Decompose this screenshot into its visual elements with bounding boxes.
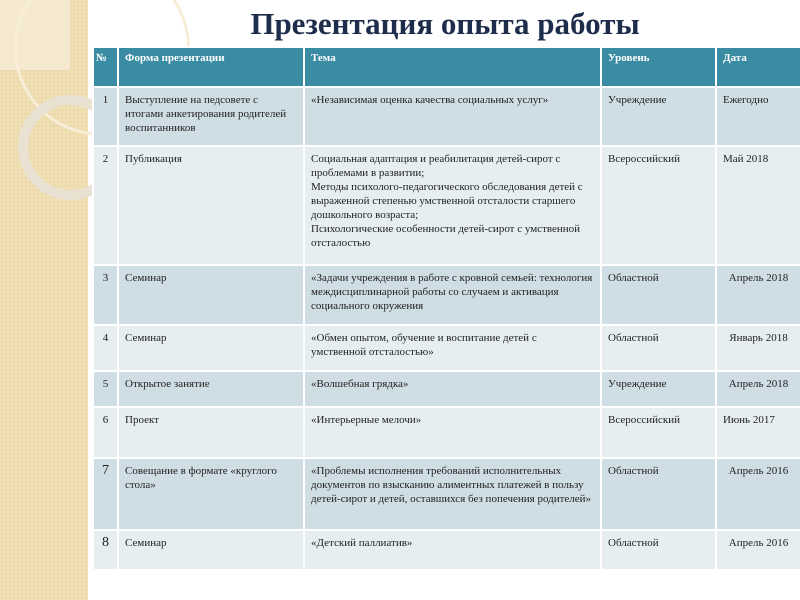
cell-level: Учреждение	[601, 371, 716, 407]
experience-table	[92, 46, 800, 571]
cell-form: Проект	[118, 407, 304, 458]
cell-topic: «Волшебная грядка»	[304, 371, 601, 407]
cell-form: Совещание в формате «круглого стола»	[118, 458, 304, 530]
cell-num: 8	[93, 530, 118, 570]
header-topic: Тема	[304, 47, 601, 87]
cell-num: 6	[93, 407, 118, 458]
cell-num: 2	[93, 146, 118, 265]
cell-level: Областной	[601, 265, 716, 325]
cell-num: 3	[93, 265, 118, 325]
cell-form: Семинар	[118, 325, 304, 371]
cell-num: 5	[93, 371, 118, 407]
cell-num: 4	[93, 325, 118, 371]
cell-topic: «Детский паллиатив»	[304, 530, 601, 570]
cell-date: Апрель 2016	[716, 458, 800, 530]
cell-date: Апрель 2018	[716, 265, 800, 325]
cell-topic: «Проблемы исполнения требований исполнительных документов по взысканию алиментных платежей в пользу детей-сирот и детей, оставшихся без попечения родителей»	[304, 458, 601, 530]
decorative-sidebar	[0, 0, 88, 600]
cell-topic: Социальная адаптация и реабилитация детей-сирот с проблемами в развитии; Методы психолого-педагогического обследования детей с выраженной степенью умственной отсталости старшего дошкольного возраста; Психологические особенности детей-сирот с умственной отсталостью	[304, 146, 601, 265]
cell-level: Всероссийский	[601, 407, 716, 458]
cell-level: Областной	[601, 530, 716, 570]
slide-title: Презентация опыта работы	[250, 6, 640, 41]
header-date: Дата	[716, 47, 800, 87]
table-header-row	[93, 47, 800, 87]
cell-form: Семинар	[118, 530, 304, 570]
cell-topic: «Задачи учреждения в работе с кровной семьей: технология междисциплинарной работы со случаем и активация социального окружения	[304, 265, 601, 325]
cell-form: Публикация	[118, 146, 304, 265]
cell-date: Апрель 2018	[716, 371, 800, 407]
table-row	[93, 146, 800, 265]
table-row	[93, 87, 800, 146]
cell-form: Выступление на педсовете с итогами анкетирования родителей воспитанников	[118, 87, 304, 146]
table-row	[93, 407, 800, 458]
table-row	[93, 325, 800, 371]
table-row	[93, 458, 800, 530]
cell-level: Учреждение	[601, 87, 716, 146]
cell-num: 7	[93, 458, 118, 530]
cell-date: Апрель 2016	[716, 530, 800, 570]
table-row	[93, 265, 800, 325]
cell-topic: «Обмен опытом, обучение и воспитание детей с умственной отсталостью»	[304, 325, 601, 371]
cell-form: Семинар	[118, 265, 304, 325]
cell-level: Областной	[601, 325, 716, 371]
header-level: Уровень	[601, 47, 716, 87]
cell-date: Июнь 2017	[716, 407, 800, 458]
cell-date: Ежегодно	[716, 87, 800, 146]
cell-num: 1	[93, 87, 118, 146]
cell-topic: «Независимая оценка качества социальных услуг»	[304, 87, 601, 146]
header-form: Форма презентации	[118, 47, 304, 87]
cell-date: Январь 2018	[716, 325, 800, 371]
header-num: №	[93, 47, 118, 87]
cell-date: Май 2018	[716, 146, 800, 265]
table-row	[93, 371, 800, 407]
cell-topic: «Интерьерные мелочи»	[304, 407, 601, 458]
cell-level: Областной	[601, 458, 716, 530]
cell-form: Открытое занятие	[118, 371, 304, 407]
cell-level: Всероссийский	[601, 146, 716, 265]
table-row	[93, 530, 800, 570]
